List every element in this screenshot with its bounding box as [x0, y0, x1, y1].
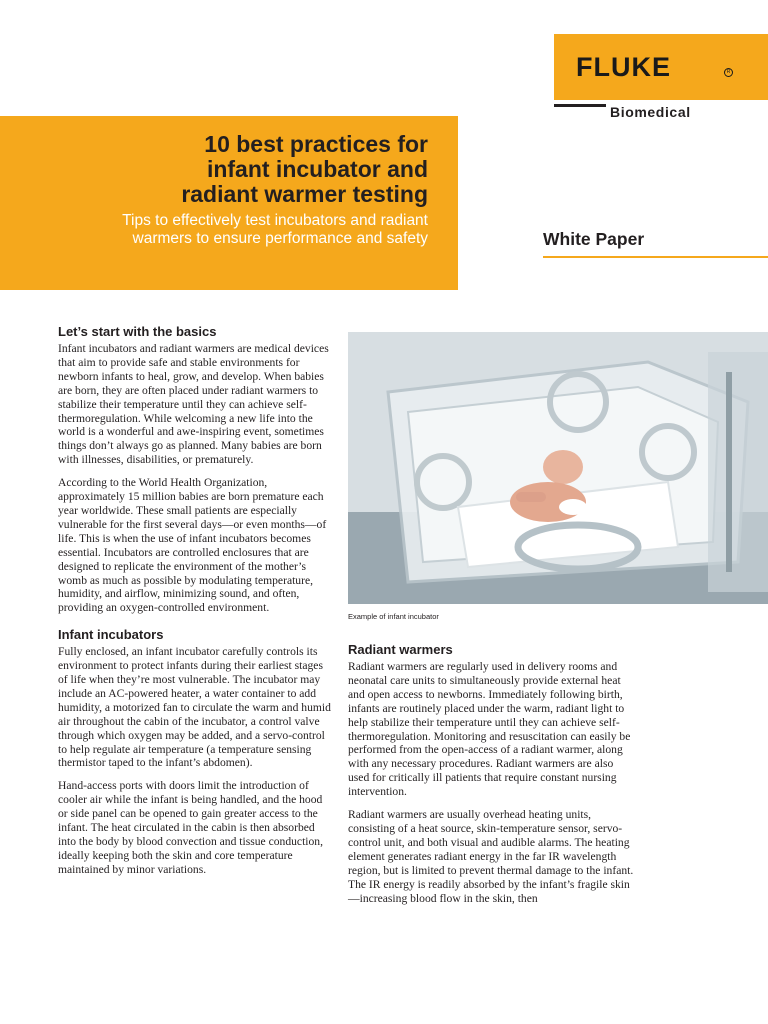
- paragraph: Radiant warmers are usually overhead heating units, consisting of a heat source, skin-temperature sensor, servo-control unit, and both visual and audible alarms. The heating element generates radiant energy in the far IR wavelength region, but is limited to prevent thermal damage to the infant. The IR energy is readily absorbed by the infant’s fragile skin—increasing blood flow in the skin, then: [348, 808, 634, 905]
- paragraph: Fully enclosed, an infant incubator carefully controls its environment to protect infants during their earliest stages of life when they’re most vulnerable. The incubator may include an AC-powered heater, a water container to add humidity, a motorized fan to circulate the warm and humid air throughout the cabin of the incubator, a control valve through which oxygen may be added, and a servo-control to help regulate air temperature (a temperature sensing thermistor taped to the infant’s abdomen).: [58, 645, 331, 770]
- section-heading-warmers: Radiant warmers: [348, 642, 453, 657]
- figure-caption: Example of infant incubator: [348, 612, 439, 621]
- title-line: radiant warmer testing: [181, 181, 428, 207]
- logo-divider: [554, 104, 606, 107]
- logo-wordmark: FLUKE: [576, 52, 671, 82]
- paragraph: Radiant warmers are regularly used in delivery rooms and neonatal care units to simultaneously provide external heat and open access to newborns. Immediately following birth, infants are routinely placed under the warm, radiant light to help stabilize their temperature until they can achieve self-thermoregulation. Monitoring and resuscitation can easily be performed from the open-access of a radiant warmer, along with any necessary procedures. Radiant warmers are also used for critically ill patients that require constant nursing intervention.: [348, 660, 631, 799]
- subtitle-line: Tips to effectively test incubators and radiant: [122, 212, 428, 229]
- division-name: Biomedical: [610, 104, 691, 120]
- infant-incubator-photo: [348, 332, 768, 604]
- incubator-illustration: [348, 332, 768, 604]
- document-type-label: White Paper: [543, 229, 645, 249]
- section-heading-incubators: Infant incubators: [58, 627, 164, 643]
- title-line: 10 best practices for: [204, 131, 428, 157]
- paragraph: According to the World Health Organization, approximately 15 million babies are born premature each year worldwide. These small patients are especially vulnerable for the first several days—or even months—of life. This is when the use of infant incubators becomes essential. Incubators are controlled enclosures that are designed to replicate the environment of the mother’s womb as much as possible by modulating temperature, humidity, and airflow, minimizing sound, and often, providing an oxygen-controlled environment.: [58, 476, 327, 615]
- page-subtitle: [8, 212, 428, 248]
- document-type-divider: [543, 256, 768, 258]
- subtitle-line: warmers to ensure performance and safety: [132, 230, 428, 247]
- title-line: infant incubator and: [206, 156, 428, 182]
- right-column: [348, 642, 634, 914]
- paragraph: Hand-access ports with doors limit the introduction of cooler air while the infant is being handled, and the hood or side panel can be opened to gain greater access to the infant. The heat circulated in the cabin is then absorbed into the body by blood convection and tissue conduction, ideally keeping both the skin and core temperature maintained by minor variations.: [58, 779, 324, 876]
- page-title: [8, 132, 428, 207]
- fluke-logo: [554, 34, 768, 100]
- left-column: [58, 324, 334, 886]
- title-banner: [0, 116, 458, 290]
- registered-mark-icon: R: [724, 68, 733, 77]
- paragraph: Infant incubators and radiant warmers are medical devices that aim to provide safe and stable environments for newborn infants to heal, grow, and develop. When babies are born, they are often placed under radiant warmers to stabilize their temperature until they can achieve self-thermoregulation. While welcoming a new life into the world is a wonderful and awe-inspiring event, sometimes things don’t always go as planned. Many babies are born with illnesses, disabilities, or prematurely.: [58, 342, 329, 467]
- section-heading-basics: Let’s start with the basics: [58, 324, 217, 339]
